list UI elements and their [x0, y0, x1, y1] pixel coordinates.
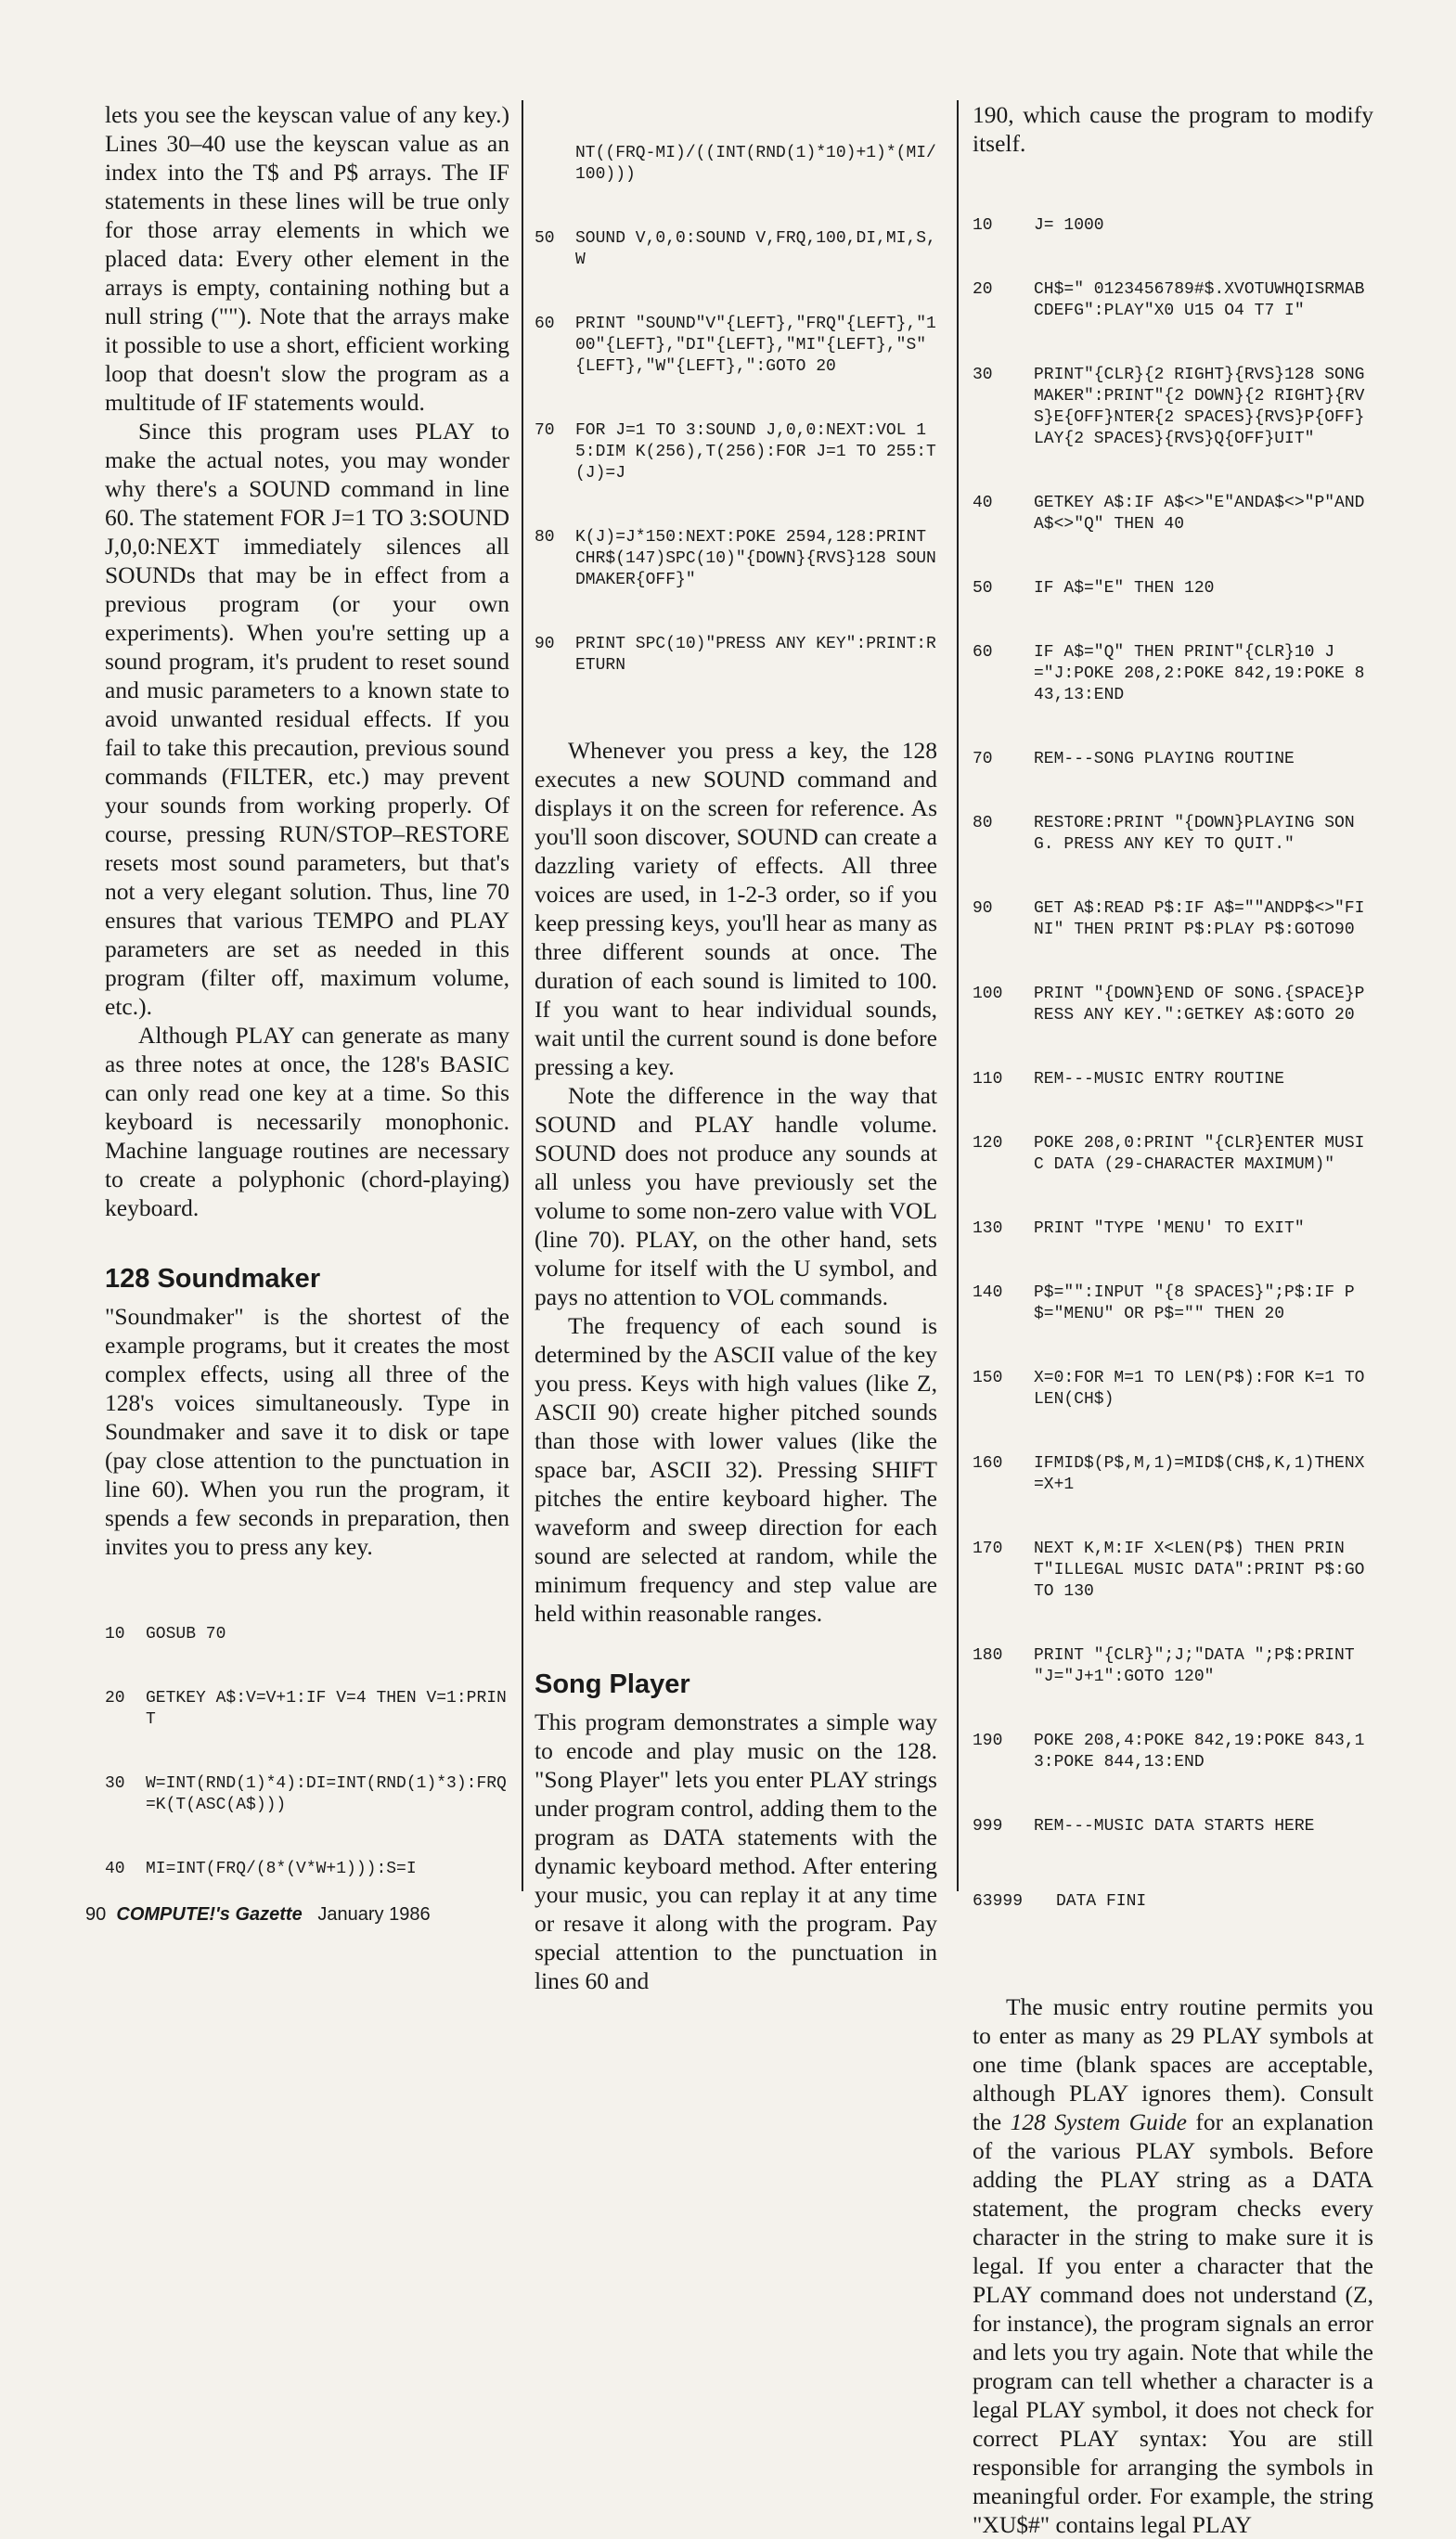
code-line: 80 RESTORE:PRINT "{DOWN}PLAYING SONG. PRESS ANY KEY TO QUIT." [973, 814, 1355, 854]
code-listing [973, 173, 1373, 1955]
code-line: 90 GET A$:READ P$:IF A$=""ANDP$<>"FINI" THEN PRINT P$:PLAY P$:GOTO90 [973, 899, 1365, 939]
code-line: 30 W=INT(RND(1)*4):DI=INT(RND(1)*3):FRQ=K(T(ASC(A$))) [105, 1774, 507, 1814]
page-number: 90 [85, 1904, 107, 1925]
code-line: 180 PRINT "{CLR}";J;"DATA ";P$:PRINT "J="J+1":GOTO 120" [973, 1646, 1365, 1686]
code-line: 80 K(J)=J*150:NEXT:POKE 2594,128:PRINT CHR$(147)SPC(10)"{DOWN}{RVS}128 SOUNDMAKER{OFF}" [535, 528, 936, 589]
code-line: 40 GETKEY A$:IF A$<>"E"ANDA$<>"P"ANDA$<>"Q" THEN 40 [973, 494, 1365, 534]
code-line: 20 GETKEY A$:V=V+1:IF V=4 THEN V=1:PRINT [105, 1689, 507, 1729]
code-line: 10 GOSUB 70 [105, 1625, 226, 1643]
code-line: 50 SOUND V,0,0:SOUND V,FRQ,100,DI,MI,S,W [535, 229, 936, 269]
code-line: 100 PRINT "{DOWN}END OF SONG.{SPACE}PRESS ANY KEY.":GETKEY A$:GOTO 20 [973, 985, 1365, 1025]
code-line: 20 CH$=" 0123456789#$.XVOTUWHQISRMABCDEFG":PLAY"X0 U15 O4 T7 I" [973, 280, 1365, 320]
paragraph: Whenever you press a key, the 128 executes a new SOUND command and displays it on the screen for reference. As you'll soon discover, SOUND can create a dazzling variety of effects. All three voices are used, in 1-2-3 order, so if you keep pressing keys, you'll hear as many as three different sounds at once. The duration of each sound is limited to 100. If you want to hear individual sounds, wait until the current sound is done before pressing a key. [535, 737, 937, 1080]
column-rule-left [522, 100, 523, 1891]
column-2 [535, 100, 937, 1995]
column-1 [105, 100, 509, 1923]
section-heading-song-player: Song Player [535, 1669, 690, 1699]
magazine-name: COMPUTE!'s Gazette [116, 1904, 303, 1925]
code-line: 130 PRINT "TYPE 'MENU' TO EXIT" [973, 1219, 1305, 1238]
code-line: 60 IF A$="Q" THEN PRINT"{CLR}10 J="J:POKE 208,2:POKE 842,19:POKE 843,13:END [973, 643, 1365, 704]
code-line: 70 REM---SONG PLAYING ROUTINE [973, 750, 1295, 768]
paragraph: 190, which cause the program to modify itself. [973, 101, 1373, 157]
paragraph: This program demonstrates a simple way to encode and play music on the 128. "Song Player" lets you enter PLAY strings under program control, adding them to the program as DATA statements with the dynamic keyboard method. After entering your music, you can replay it at any time or resave it along with the program. Pay special attention to the punctuation in lines 60 and [535, 1708, 937, 1994]
code-line: 30 PRINT"{CLR}{2 RIGHT}{RVS}128 SONG MAKER":PRINT"{2 DOWN}{2 RIGHT}{RVS}E{OFF}NTER{2 SPACES}{RVS}P{OFF}LAY{2 SPACES}{RVS}Q{OFF}UIT" [973, 366, 1375, 448]
code-line: 70 FOR J=1 TO 3:SOUND J,0,0:NEXT:VOL 15:DIM K(256),T(256):FOR J=1 TO 255:T(J)=J [535, 421, 936, 483]
code-line: 60 PRINT "SOUND"V"{LEFT},"FRQ"{LEFT},"100"{LEFT},"DI"{LEFT},"MI"{LEFT},"S"{LEFT},"W"{LEFT},":GOTO 20 [535, 315, 936, 376]
paragraph: lets you see the keyscan value of any key.) Lines 30–40 use the keyscan value as an index into the T$ and P$ arrays. The IF statements in these lines will be true only for those array elements in which we placed data: Every other element in the arrays is empty, containing nothing but a null string (""). Note that the arrays make it possible to use a short, efficient working loop that doesn't slow the program as a multitude of IF statements would. [105, 101, 509, 416]
code-line: 110 REM---MUSIC ENTRY ROUTINE [973, 1070, 1285, 1089]
paragraph: Although PLAY can generate as many as three notes at once, the 128's BASIC can only read one key at a time. So this keyboard is necessarily monophonic. Machine language routines are necessary to create a polyphonic (chord-playing) keyboard. [105, 1022, 509, 1221]
code-line: 10 J= 1000 [973, 216, 1104, 235]
paragraph: The frequency of each sound is determined by the ASCII value of the key you press. Keys with high values (like Z, ASCII 90) create higher pitched sounds than those with lower values (like the space bar, ASCII 32). Pressing SHIFT pitches the entire keyboard higher. The waveform and sweep direction for each sound are selected at random, while the minimum frequency and step value are held within reasonable ranges. [535, 1312, 937, 1627]
code-line: NT((FRQ-MI)/((INT(RND(1)*10)+1)*(MI/100))) [575, 144, 936, 184]
code-listing [105, 1581, 509, 1923]
code-line: 90 PRINT SPC(10)"PRESS ANY KEY":PRINT:RETURN [535, 635, 936, 675]
paragraph: Note the difference in the way that SOUND and PLAY handle volume. SOUND does not produce any sounds at all unless you have previously set the volume to some non-zero value with VOL (line 70). PLAY, on the other hand, sets volume for itself with the U symbol, and pays no attention to VOL commands. [535, 1082, 937, 1310]
code-line: 40 MI=INT(FRQ/(8*(V*W+1))):S=I [105, 1860, 417, 1878]
column-3 [973, 100, 1373, 2539]
section-heading-soundmaker: 128 Soundmaker [105, 1264, 321, 1294]
issue-date: January 1986 [317, 1904, 431, 1925]
paragraph: The music entry routine permits you to enter as many as 29 PLAY symbols at one time (blank spaces are acceptable, although PLAY ignores them). Consult the 128 System Guide for an explanation of the various PLAY symbols. Before adding the PLAY string as a DATA statement, the program checks every character in the string to make sure it is legal. If you enter a character that the PLAY command does not understand (Z, for instance), the program signals an error and lets you try again. Note that while the program can tell whether a character is a legal PLAY symbol, it does not check for correct PLAY syntax: You are still responsible for arranging the symbols in meaningful order. For example, the string "XU$#" contains legal PLAY [973, 1993, 1373, 2538]
code-line: 190 POKE 208,4:POKE 842,19:POKE 843,13:POKE 844,13:END [973, 1732, 1365, 1772]
code-line: 999 REM---MUSIC DATA STARTS HERE [973, 1817, 1315, 1836]
code-line: 140 P$="":INPUT "{8 SPACES}";P$:IF P$="MENU" OR P$="" THEN 20 [973, 1283, 1355, 1323]
code-line: 50 IF A$="E" THEN 120 [973, 579, 1215, 598]
code-line: 150 X=0:FOR M=1 TO LEN(P$):FOR K=1 TO LEN(CH$) [973, 1369, 1375, 1409]
code-line: 120 POKE 208,0:PRINT "{CLR}ENTER MUSIC DATA (29-CHARACTER MAXIMUM)" [973, 1134, 1365, 1174]
code-listing [535, 100, 937, 719]
book-title: 128 System Guide [1010, 2108, 1187, 2135]
column-rule-right [957, 100, 959, 1891]
paragraph: "Soundmaker" is the shortest of the example programs, but it creates the most complex effects, using all three of the 128's voices simultaneously. Type in Soundmaker and save it to disk or tape (pay close attention to the punctuation in line 60). When you run the program, it spends a few seconds in preparation, then invites you to press any key. [105, 1303, 509, 1560]
paragraph: Since this program uses PLAY to make the actual notes, you may wonder why there's a SOUND command in line 60. The statement FOR J=1 TO 3:SOUND J,0,0:NEXT immediately silences all SOUNDs that may be in effect from a previous program (or your own experiments). When you're setting up a sound program, it's prudent to reset sound and music parameters to a known state to avoid unwanted residual effects. If you fail to take this precaution, previous sound commands (FILTER, etc.) may prevent your sounds from working properly. Of course, pressing RUN/STOP–RESTORE resets most sound parameters, but that's not a very elegant solution. Thus, line 70 ensures that various TEMPO and PLAY parameters are set as needed in this program (filter off, maximum volume, etc.). [105, 418, 509, 1020]
code-line: 170 NEXT K,M:IF X<LEN(P$) THEN PRINT"ILLEGAL MUSIC DATA":PRINT P$:GOTO 130 [973, 1540, 1365, 1601]
code-line: 63999 DATA FINI [973, 1892, 1147, 1911]
page-footer [85, 1904, 431, 1926]
code-line: 160 IFMID$(P$,M,1)=MID$(CH$,K,1)THENX=X+1 [973, 1454, 1365, 1494]
